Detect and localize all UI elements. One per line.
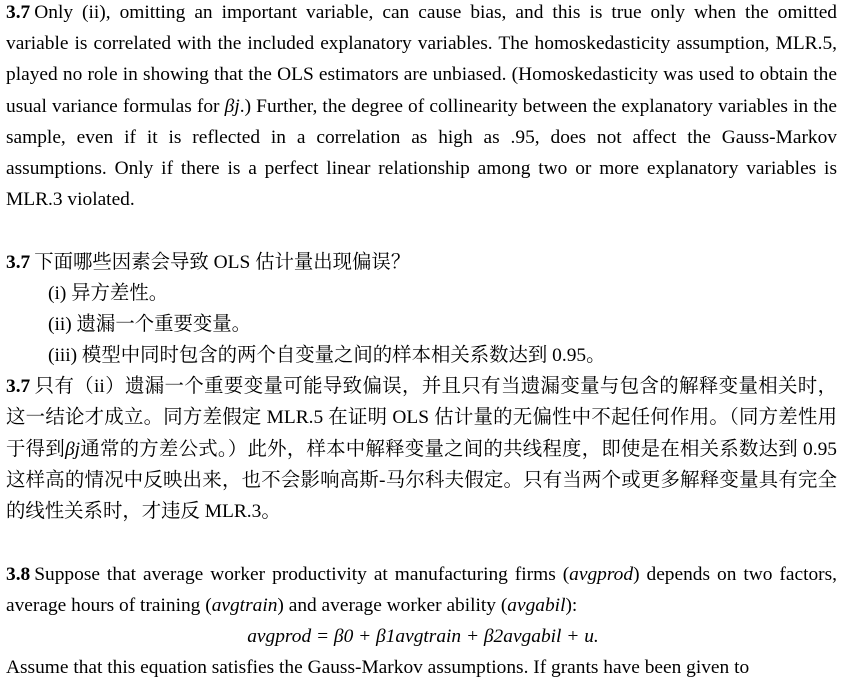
beta-j-symbol: βj — [224, 95, 240, 117]
question-continuation: Assume that this equation satisfies the Gauss-Markov assumptions. If grants have been given to — [6, 657, 750, 678]
problem-number: 3.7 — [6, 252, 31, 273]
question-text: 下面哪些因素会导致 OLS 估计量出现偏误？ — [34, 252, 411, 273]
question-text: ) depends on two factors, average hours of training ( — [6, 564, 837, 617]
answer-paragraph-english — [6, 0, 837, 215]
answer-text: Only (ii), omitting an important variable, can cause bias, and this is true only when the omitted variable is correlated with the included explanatory variables. The homoskedasticity assumption, MLR.5, played no role in showing that the OLS estimators are unbiased. (Homoskedasticity was used to obtain the usual variance formulas for — [6, 2, 837, 117]
answer-paragraph-chinese — [6, 371, 837, 527]
question-text: ) and average worker ability ( — [277, 595, 508, 617]
equation: avgprod = β0 + β1avgtrain + β2avgabil + u. — [247, 626, 599, 647]
problem-number: 3.8 — [6, 564, 31, 585]
problem-number: 3.7 — [6, 376, 31, 397]
question-text: Suppose that average worker productivity at manufacturing firms ( — [34, 564, 570, 585]
beta-j-symbol: βj — [64, 438, 81, 460]
answer-text: 只有（ii）遗漏一个重要变量可能导致偏误，并且只有当遗漏变量与包含的解释变量相关时，这一结论才成立。同方差假定 MLR.5 在证明 OLS 估计量的无偏性中不起任何作用。（同方差性用于得到 — [6, 376, 837, 460]
var-avgabil: avgabil — [507, 595, 566, 617]
var-avgtrain: avgtrain — [211, 595, 278, 617]
option-iii: (iii) 模型中同时包含的两个自变量之间的样本相关系数达到 0.95。 — [48, 345, 606, 366]
answer-text-continued: 通常的方差公式。）此外，样本中解释变量之间的共线程度，即使是在相关系数达到 0.95 这样高的情况中反映出来，也不会影响高斯-马尔科夫假定。只有当两个或更多解释变量具有完全的线性关系时，才违反 MLR.3。 — [6, 438, 837, 523]
option-i: (i) 异方差性。 — [48, 283, 169, 304]
option-ii: (ii) 遗漏一个重要变量。 — [48, 314, 252, 335]
question-3-8 — [6, 559, 837, 621]
var-avgprod: avgprod — [569, 564, 634, 585]
problem-number: 3.7 — [6, 2, 31, 23]
question-text: ): — [565, 595, 578, 617]
answer-text-continued: .) Further, the degree of collinearity between the explanatory variables in the sample, even if it is reflected in a correlation as high as .95, does not affect the Gauss-Markov assumptions. Only if there is a perfect linear relationship among two or more explanatory variables is MLR.3 violated. — [6, 95, 837, 211]
question-chinese — [6, 247, 837, 278]
